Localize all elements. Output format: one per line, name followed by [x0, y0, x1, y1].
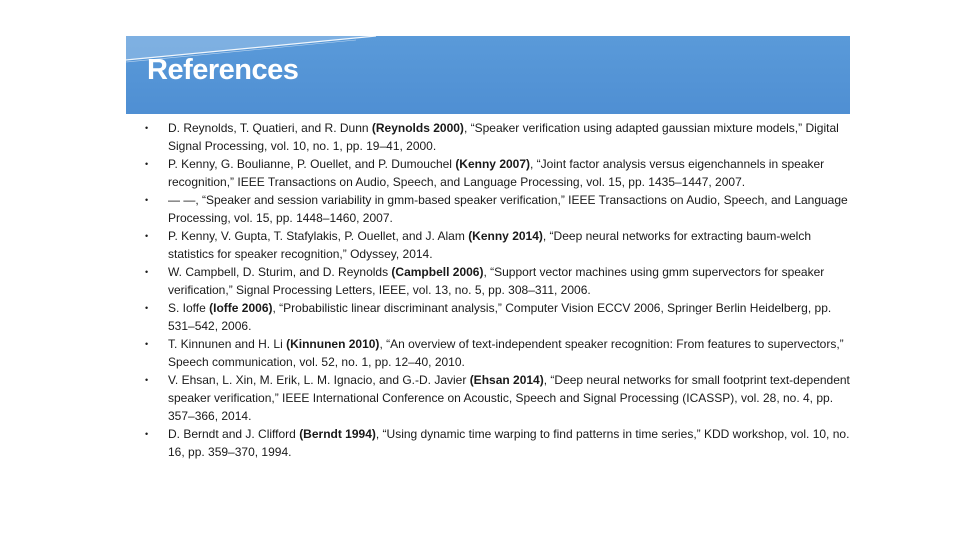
reference-details: , “Deep neural networks for small footprint text-dependent speaker verification,” IEEE International Conference on Acoustic, Speech and Signal Processing (ICASSP), vol. 28, no. 4, pp. 357–366, 2014.	[168, 373, 850, 423]
bullet-icon: •	[145, 159, 149, 169]
bullet-icon: •	[145, 267, 149, 277]
reference-details: , “Joint factor analysis versus eigenchannels in speaker recognition,” IEEE Transactions on Audio, Speech, and Language Processing, vol. 15, pp. 1435–1447, 2007.	[168, 157, 825, 189]
reference-authors: D. Reynolds, T. Quatieri, and R. Dunn	[168, 121, 372, 135]
title-banner	[126, 36, 850, 114]
reference-authors: S. Ioffe	[168, 301, 210, 315]
reference-item	[142, 191, 852, 227]
reference-item	[142, 227, 852, 263]
reference-item	[142, 155, 852, 191]
bullet-icon: •	[145, 123, 149, 133]
reference-authors: — —, “Speaker and session variability in gmm-based speaker verification,” IEEE Transactions on Audio, Speech, and Language Processing, vol. 15, pp. 1448–1460, 2007.	[168, 193, 848, 225]
reference-item	[142, 299, 852, 335]
reference-citation-key: (Kenny 2007)	[455, 157, 531, 171]
reference-details: , “Probabilistic linear discriminant analysis,” Computer Vision ECCV 2006, Springer Berlin Heidelberg, pp. 531–542, 2006.	[168, 301, 832, 333]
reference-details: , “An overview of text-independent speaker recognition: From features to supervectors,” Speech communication, vol. 52, no. 1, pp. 12–40, 2010.	[168, 337, 844, 369]
reference-authors: V. Ehsan, L. Xin, M. Erik, L. M. Ignacio, and G.-D. Javier	[168, 373, 470, 387]
reference-details: , “Speaker verification using adapted gaussian mixture models,” Digital Signal Processing, vol. 10, no. 1, pp. 19–41, 2000.	[168, 121, 839, 153]
reference-authors: T. Kinnunen and H. Li	[168, 337, 287, 351]
reference-citation-key: (Ioffe 2006)	[209, 301, 273, 315]
reference-item	[142, 263, 852, 299]
bullet-icon: •	[145, 375, 149, 385]
reference-list	[142, 119, 852, 461]
reference-citation-key: (Campbell 2006)	[391, 265, 484, 279]
reference-citation-key: (Kenny 2014)	[468, 229, 543, 243]
reference-item	[142, 119, 852, 155]
bullet-icon: •	[145, 231, 149, 241]
reference-details: , “Deep neural networks for extracting baum-welch statistics for speaker recognition,” Odyssey, 2014.	[168, 229, 812, 261]
reference-citation-key: (Reynolds 2000)	[371, 121, 464, 135]
reference-item	[142, 335, 852, 371]
bullet-icon: •	[145, 339, 149, 349]
bullet-icon: •	[145, 303, 149, 313]
reference-item	[142, 371, 852, 425]
reference-authors: D. Berndt and J. Clifford	[168, 427, 300, 441]
reference-citation-key: (Kinnunen 2010)	[286, 337, 380, 351]
reference-authors: W. Campbell, D. Sturim, and D. Reynolds	[168, 265, 392, 279]
reference-details: , “Using dynamic time warping to find patterns in time series,” KDD workshop, vol. 10, no. 16, pp. 359–370, 1994.	[168, 427, 850, 459]
reference-citation-key: (Berndt 1994)	[299, 427, 376, 441]
bullet-icon: •	[145, 195, 149, 205]
reference-citation-key: (Ehsan 2014)	[469, 373, 544, 387]
reference-details: , “Support vector machines using gmm supervectors for speaker verification,” Signal Processing Letters, IEEE, vol. 13, no. 5, pp. 308–311, 2006.	[168, 265, 825, 297]
reference-authors: P. Kenny, G. Boulianne, P. Ouellet, and P. Dumouchel	[168, 157, 456, 171]
reference-item	[142, 425, 852, 461]
reference-authors: P. Kenny, V. Gupta, T. Stafylakis, P. Ouellet, and J. Alam	[168, 229, 469, 243]
bullet-icon: •	[145, 429, 149, 439]
slide-title: References	[147, 54, 299, 86]
